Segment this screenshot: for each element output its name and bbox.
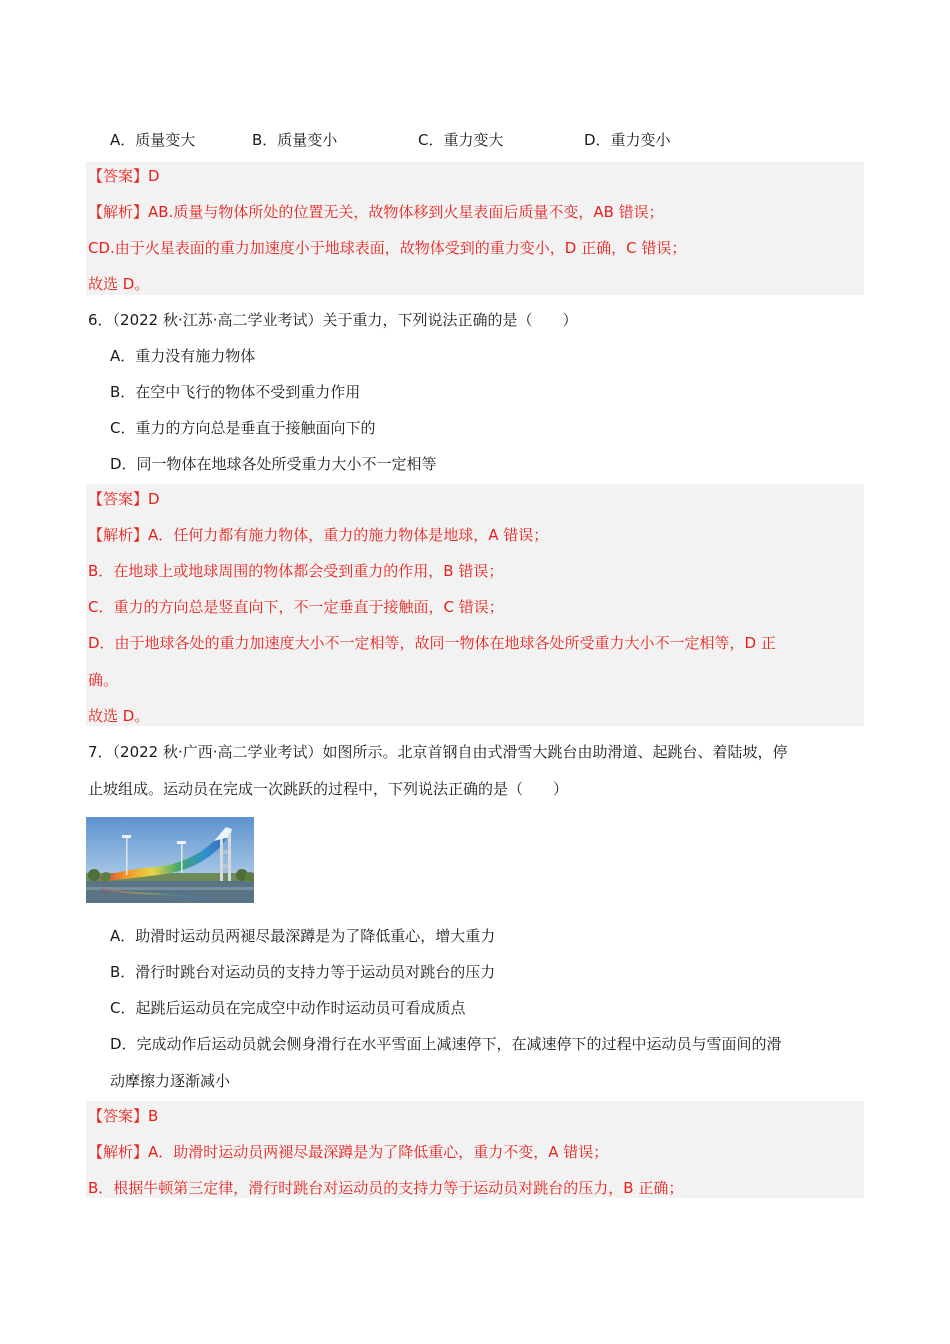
q6-analysis-line-6: 故选 D。 [88, 707, 150, 725]
q5-option-c: C．重力变大 [418, 131, 504, 149]
q6-analysis-line-4: D．由于地球各处的重力加速度大小不一定相等，故同一物体在地球各处所受重力大小不一定相等，D 正 [88, 634, 776, 652]
q7-analysis-line-2: B．根据牛顿第三定律，滑行时跳台对运动员的支持力等于运动员对跳台的压力，B 正确； [88, 1179, 684, 1197]
q7-stem-line-1: 7．（2022 秋·广西·高二学业考试）如图所示。北京首钢自由式滑雪大跳台由助滑道、起跳台、着陆坡，停 [88, 743, 788, 761]
q5-option-a: A．质量变大 [110, 131, 196, 149]
q7-option-b: B．滑行时跳台对运动员的支持力等于运动员对跳台的压力 [110, 963, 496, 981]
q6-analysis-line-2: B．在地球上或地球周围的物体都会受到重力的作用，B 错误； [88, 562, 504, 580]
q5-analysis-line-2: CD.由于火星表面的重力加速度小于地球表面，故物体受到的重力变小，D 正确，C 错误； [88, 239, 687, 257]
q7-analysis-line-1: 【解析】A．助滑时运动员两褪尽最深蹲是为了降低重心，重力不变，A 错误； [88, 1143, 609, 1161]
q5-analysis-line-3: 故选 D。 [88, 275, 150, 293]
q6-analysis-line-3: C．重力的方向总是竖直向下，不一定垂直于接触面，C 错误； [88, 598, 504, 616]
q6-option-c: C．重力的方向总是垂直于接触面向下的 [110, 419, 376, 437]
q6-analysis-line-5: 确。 [88, 671, 119, 689]
q7-stem-line-2: 止坡组成。运动员在完成一次跳跃的过程中，下列说法正确的是（ ） [88, 780, 569, 798]
q5-analysis-line-1: 【解析】AB.质量与物体所处的位置无关，故物体移到火星表面后质量不变，AB 错误； [88, 203, 664, 221]
q6-option-d: D．同一物体在地球各处所受重力大小不一定相等 [110, 455, 437, 473]
q6-answer: 【答案】D [88, 490, 160, 508]
q7-option-d-continued: 动摩擦力逐渐减小 [110, 1072, 231, 1090]
ski-jump-photo [86, 817, 254, 903]
q6-analysis-line-1: 【解析】A．任何力都有施力物体，重力的施力物体是地球，A 错误； [88, 526, 549, 544]
q5-option-d: D．重力变小 [584, 131, 671, 149]
q6-option-b: B．在空中飞行的物体不受到重力作用 [110, 383, 361, 401]
q5-answer: 【答案】D [88, 167, 160, 185]
q7-option-d: D．完成动作后运动员就会侧身滑行在水平雪面上减速停下，在减速停下的过程中运动员与雪面间的滑 [110, 1035, 782, 1053]
q7-option-c: C．起跳后运动员在完成空中动作时运动员可看成质点 [110, 999, 466, 1017]
q5-option-b: B．质量变小 [252, 131, 338, 149]
q6-stem: 6．（2022 秋·江苏·高二学业考试）关于重力，下列说法正确的是（ ） [88, 311, 578, 329]
q7-answer: 【答案】B [88, 1107, 159, 1125]
q6-option-a: A．重力没有施力物体 [110, 347, 256, 365]
q7-option-a: A．助滑时运动员两褪尽最深蹲是为了降低重心，增大重力 [110, 927, 496, 945]
